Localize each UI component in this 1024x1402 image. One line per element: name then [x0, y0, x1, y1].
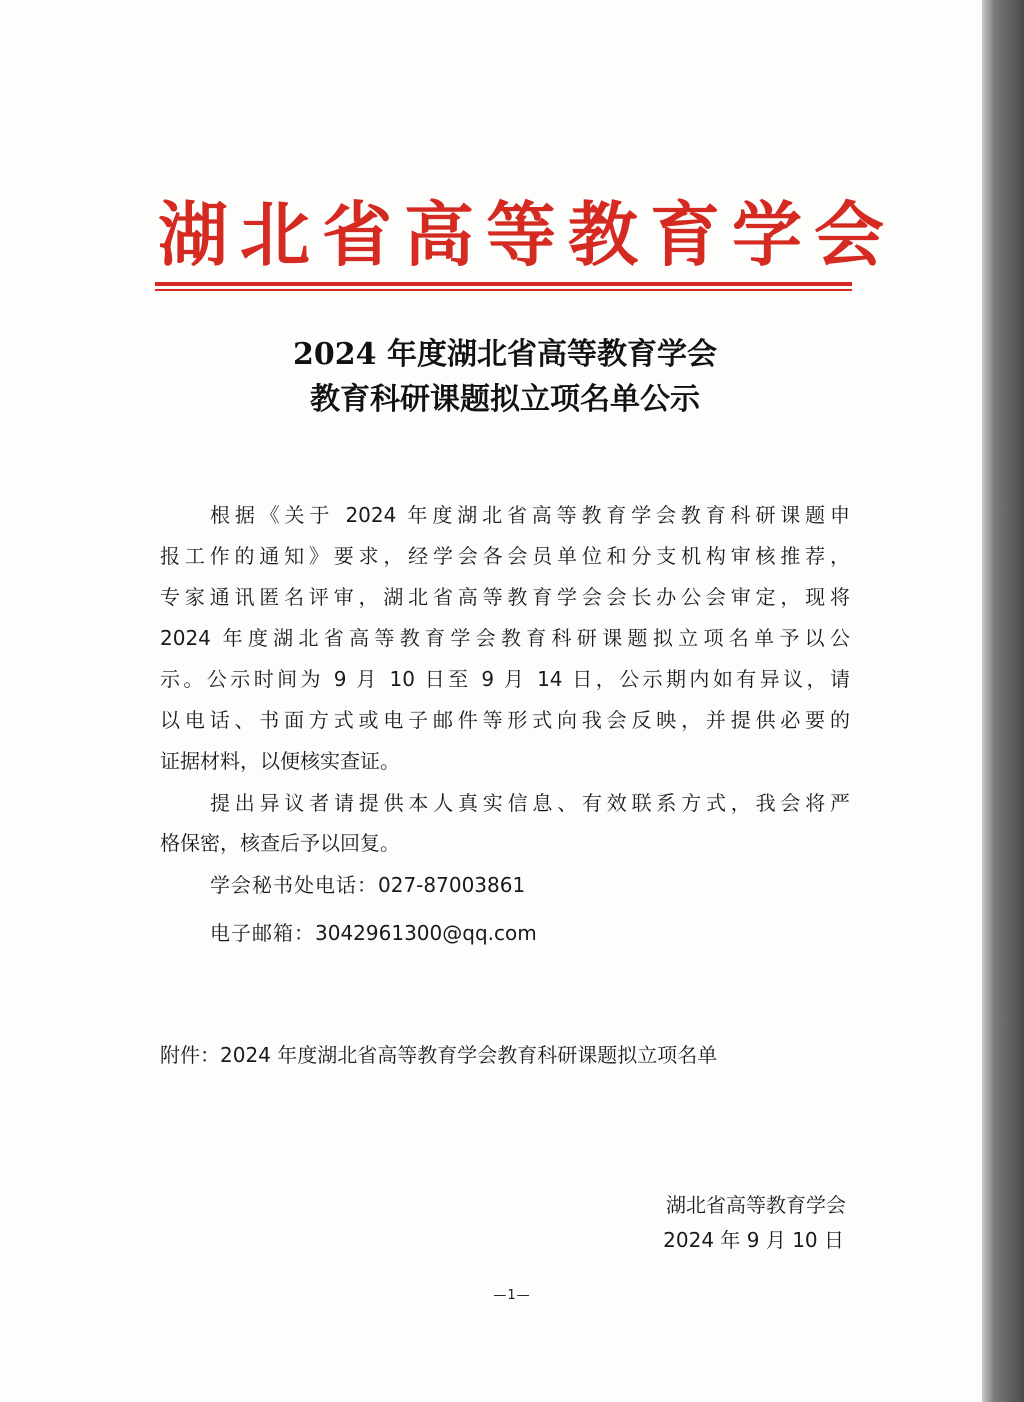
letterhead-rule-thin	[155, 289, 852, 291]
document-title-line-2: 教育科研课题拟立项名单公示	[310, 382, 700, 417]
scan-edge-shadow	[982, 0, 1024, 1402]
body-line: 根据《关于 2024 年度湖北省高等教育学会教育科研课题申	[210, 503, 850, 527]
body-line: 以电话、书面方式或电子邮件等形式向我会反映，并提供必要的	[160, 708, 850, 732]
body-line: 专家通讯匿名评审，湖北省高等教育学会会长办公会审定，现将	[160, 585, 850, 609]
signature-date: 2024 年 9 月 10 日	[663, 1228, 844, 1252]
document-title-line-1: 2024 年度湖北省高等教育学会	[293, 337, 717, 372]
organization-letterhead: 湖北省高等教育学会	[158, 193, 896, 276]
attachment-note: 附件：2024 年度湖北省高等教育学会教育科研课题拟立项名单	[160, 1043, 718, 1067]
body-line: 2024 年度湖北省高等教育学会教育科研课题拟立项名单予以公	[160, 626, 850, 650]
body-line: 报工作的通知》要求，经学会各会员单位和分支机构审核推荐，	[160, 544, 850, 568]
phone-number: 027-87003861	[378, 873, 526, 897]
email-address: 3042961300@qq.com	[315, 921, 537, 945]
email-contact	[210, 918, 537, 948]
body-line: 证据材料，以便核实查证。	[160, 749, 400, 773]
email-label: 电子邮箱：	[210, 921, 315, 945]
signature-organization: 湖北省高等教育学会	[666, 1193, 846, 1217]
body-line: 提出异议者请提供本人真实信息、有效联系方式，我会将严	[210, 791, 850, 815]
phone-contact	[210, 870, 525, 900]
body-line: 格保密，核查后予以回复。	[160, 831, 400, 855]
body-line: 示。公示时间为 9 月 10 日至 9 月 14 日，公示期内如有异议，请	[160, 667, 850, 691]
page-number: —1—	[493, 1288, 531, 1303]
phone-label: 学会秘书处电话：	[210, 873, 378, 897]
letterhead-rule-thick	[155, 282, 852, 286]
